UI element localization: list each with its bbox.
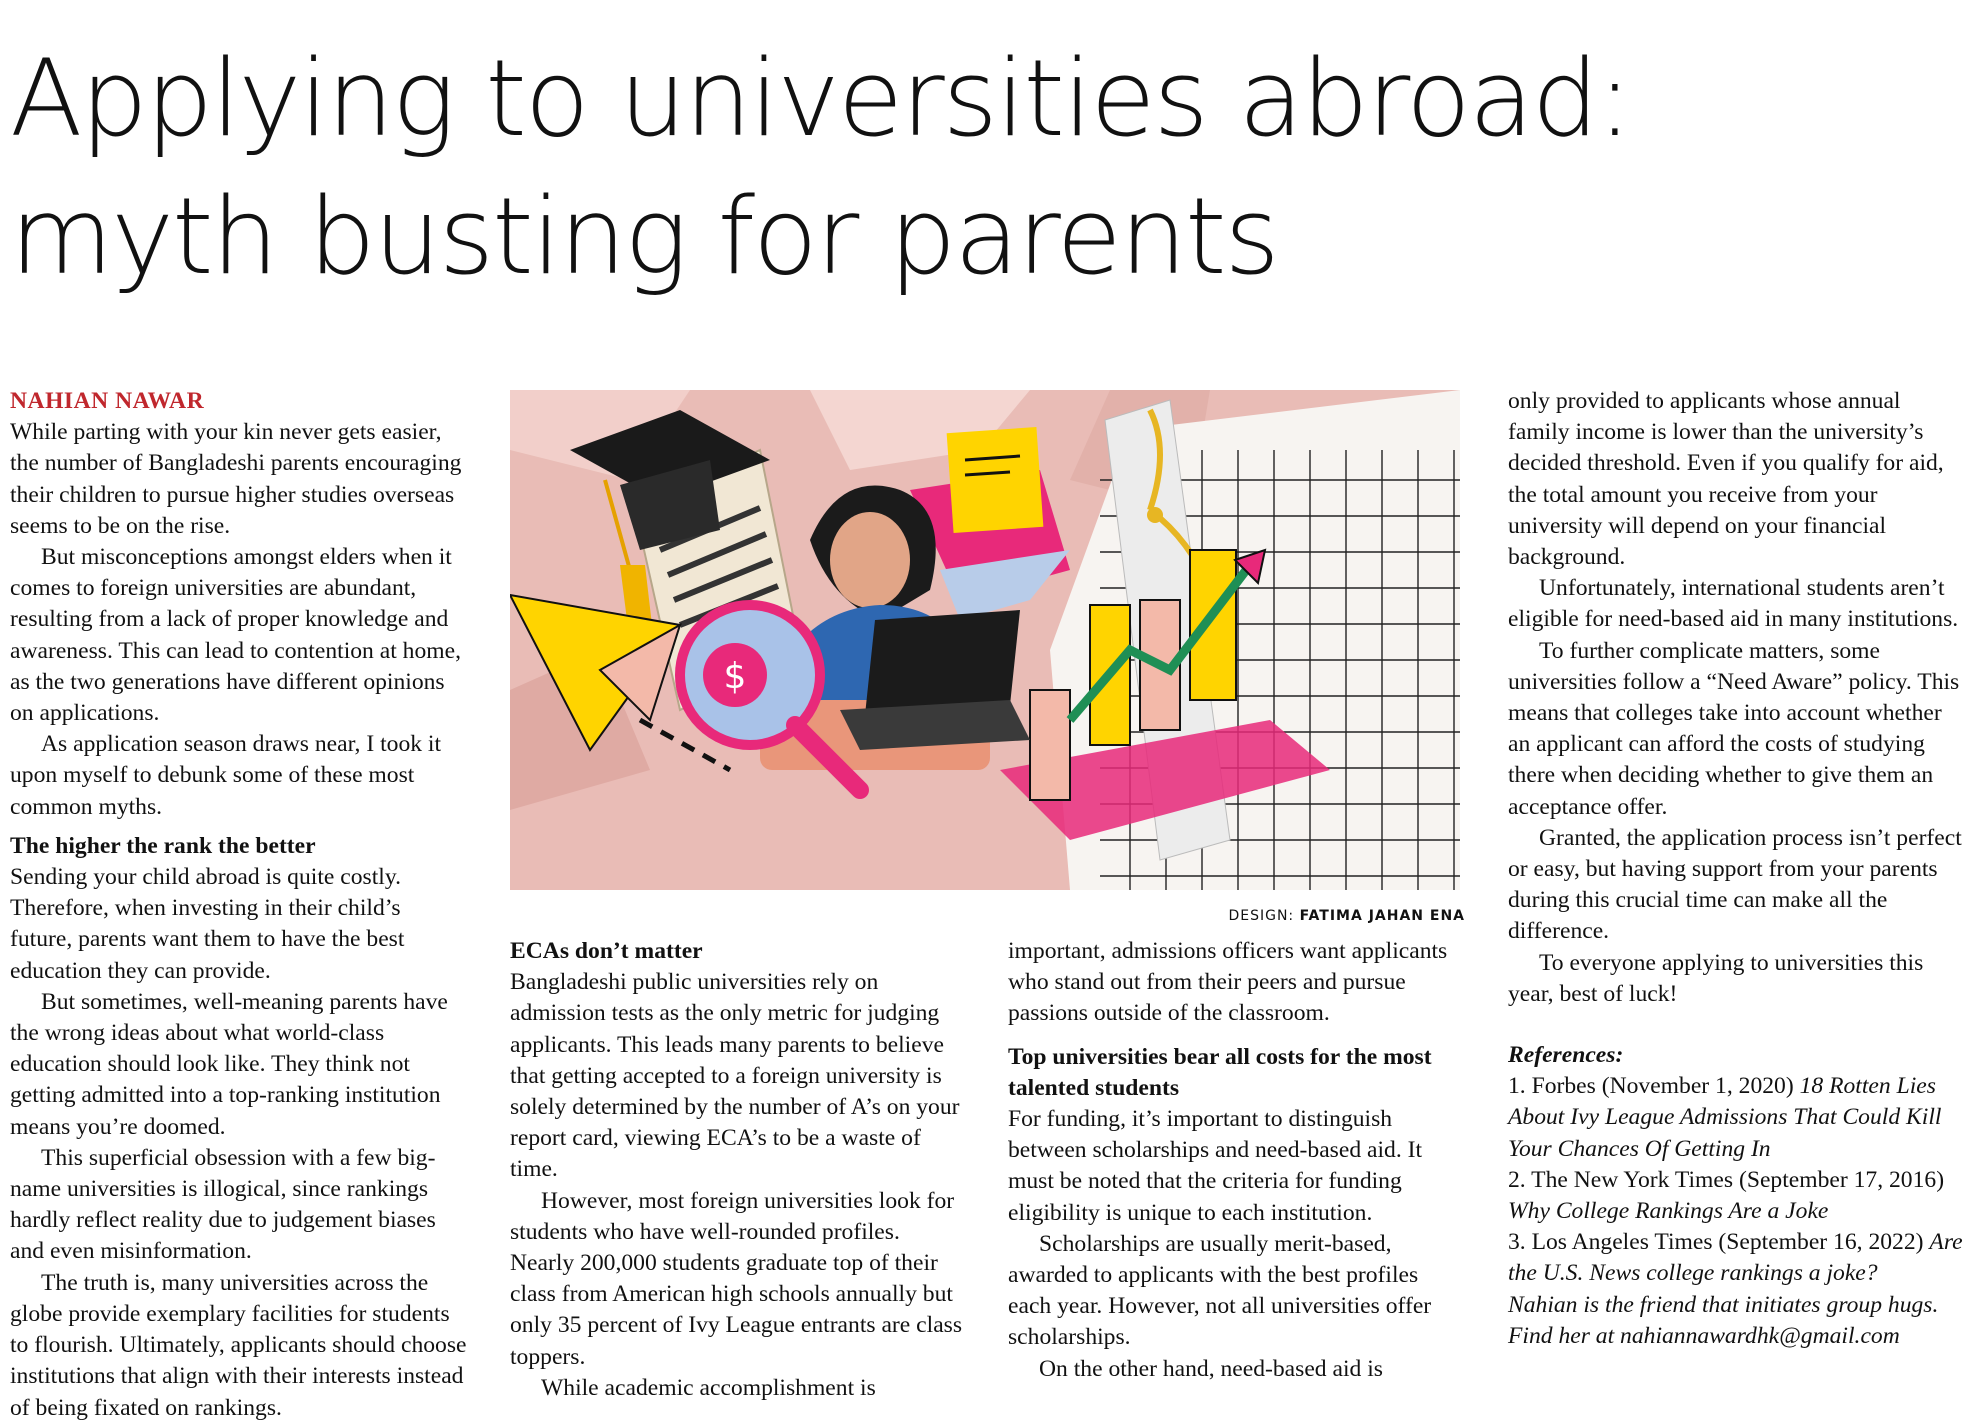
byline: NAHIAN NAWAR — [10, 388, 205, 414]
paragraph: only provided to applicants whose annual family income is lower than the university’s decided threshold. Even if you qualify for aid, the total amount you receive from your university will depend on your financial background. — [1508, 388, 1944, 571]
column-1 — [10, 386, 468, 1424]
illustration — [510, 390, 1460, 890]
paragraph: But misconceptions amongst elders when it comes to foreign universities are abundant, resulting from a lack of proper knowledge and awareness. This can lead to contention at home, as the two generations have different opinions on applications. — [10, 544, 461, 727]
column-3 — [1008, 936, 1466, 1385]
headline — [10, 30, 1960, 306]
reference-title: 18 Rotten Lies About Ivy League Admissions That Could Kill Your Chances Of Getting In — [1508, 1073, 1942, 1162]
subheading: ECAs don’t matter — [510, 938, 703, 964]
paragraph: For funding, it’s important to distinguish between scholarships and need-based aid. It must be noted that the criteria for funding eligibility is unique to each institution. — [1008, 1106, 1423, 1226]
reference-item — [1508, 1071, 1966, 1165]
illustration-art — [510, 390, 1460, 890]
paragraph: While parting with your kin never gets easier, the number of Bangladeshi parents encouraging their children to pursue higher studies overseas seems to be on the rise. — [10, 419, 462, 539]
paragraph: To further complicate matters, some universities follow a “Need Aware” policy. This means that colleges take into account whether an applicant can afford the costs of studying there when deciding whether to give them an acceptance offer. — [1508, 637, 1960, 820]
headline-line-1: Applying to universities abroad: — [10, 37, 1631, 160]
paragraph: On the other hand, need-based aid is — [1039, 1355, 1383, 1382]
paragraph: As application season draws near, I took it upon myself to debunk some of these most common myths. — [10, 731, 442, 820]
references — [1508, 1040, 1966, 1290]
paragraph: To everyone applying to universities this year, best of luck! — [1508, 949, 1924, 1007]
design-credit — [1195, 908, 1465, 924]
paragraph: Granted, the application process isn’t perfect or easy, but having support from your parents during this crucial time can make all the difference. — [1508, 824, 1962, 945]
reference-source: 3. Los Angeles Times (September 16, 2022) — [1508, 1229, 1930, 1256]
subheading: Top universities bear all costs for the most talented students — [1008, 1043, 1432, 1101]
paragraph: However, most foreign universities look for students who have well-rounded profiles. Nearly 200,000 students graduate top of their class from American high schools annually but only 35 percent of Ivy League entrants are class toppers. — [510, 1187, 963, 1370]
paragraph: Sending your child abroad is quite costly. Therefore, when investing in their child’s future, parents want them to have the best education they can provide. — [10, 864, 405, 984]
credit-prefix: DESIGN: — [1228, 908, 1295, 924]
reference-source: 2. The New York Times (September 17, 2016) — [1508, 1166, 1945, 1193]
reference-source: 1. Forbes (November 1, 2020) — [1508, 1073, 1800, 1100]
column-4 — [1508, 386, 1966, 1352]
headline-line-2: myth busting for parents — [10, 175, 1278, 298]
column-2 — [510, 936, 968, 1404]
paragraph: While academic accomplishment is — [541, 1374, 876, 1401]
reference-item — [1508, 1227, 1966, 1289]
paragraph: Unfortunately, international students aren’t eligible for need-based aid in many institutions. — [1508, 575, 1959, 633]
reference-title: Are the U.S. News college rankings a joke? — [1508, 1229, 1963, 1287]
references-heading: References: — [1508, 1042, 1624, 1069]
paragraph: important, admissions officers want applicants who stand out from their peers and pursue passions outside of the classroom. — [1008, 938, 1448, 1027]
paragraph: The truth is, many universities across the globe provide exemplary facilities for students to flourish. Ultimately, applicants should choose institutions that align with their interests instead of being fixated on rankings. — [10, 1269, 467, 1421]
reference-item — [1508, 1165, 1966, 1227]
subheading: The higher the rank the better — [10, 832, 316, 859]
dollar-coin-icon — [703, 643, 767, 707]
paragraph: This superficial obsession with a few big-name universities is illogical, since rankings hardly reflect reality due to judgement biases and even misinformation. — [10, 1144, 436, 1265]
paragraph: Scholarships are usually merit-based, awarded to applicants with the best profiles each year. However, not all universities offer scholarships. — [1008, 1230, 1432, 1351]
paragraph: Bangladeshi public universities rely on admission tests as the only metric for judging applicants. This leads many parents to believe that getting accepted to a foreign university is solely determined by the number of A’s on your report card, viewing ECA’s to be a waste of time. — [510, 969, 960, 1183]
author-bio: Nahian is the friend that initiates group hugs. Find her at nahiannawardhk@gmail.com — [1508, 1291, 1939, 1349]
credit-name: FATIMA JAHAN ENA — [1299, 908, 1465, 924]
paragraph: But sometimes, well-meaning parents have the wrong ideas about what world-class education should look like. They think not getting admitted into a top-ranking institution means you’re doomed. — [10, 988, 448, 1140]
reference-title: Why College Rankings Are a Joke — [1508, 1198, 1829, 1225]
svg-text:$: $ — [723, 656, 747, 697]
